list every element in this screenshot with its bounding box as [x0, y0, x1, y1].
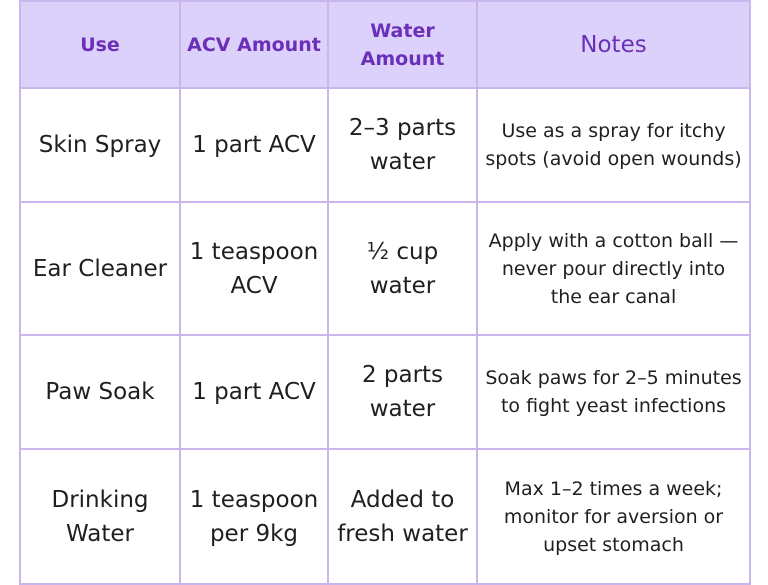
cell-notes: Apply with a cotton ball —never pour directly into the ear canal	[477, 202, 750, 335]
header-acv-amount: ACV Amount	[180, 1, 328, 88]
header-use: Use	[20, 1, 180, 88]
cell-use: Paw Soak	[20, 335, 180, 449]
cell-use: Ear Cleaner	[20, 202, 180, 335]
cell-water-amount: ½ cup water	[328, 202, 477, 335]
table-row	[20, 88, 750, 202]
cell-use: Drinking Water	[20, 449, 180, 584]
cell-use: Skin Spray	[20, 88, 180, 202]
cell-water-amount: 2–3 parts water	[328, 88, 477, 202]
cell-acv-amount: 1 teaspoon per 9kg	[180, 449, 328, 584]
cell-notes: Use as a spray for itchy spots (avoid open wounds)	[477, 88, 750, 202]
table-row	[20, 335, 750, 449]
cell-notes: Max 1–2 times a week; monitor for aversion or upset stomach	[477, 449, 750, 584]
cell-water-amount: Added to fresh water	[328, 449, 477, 584]
cell-acv-amount: 1 teaspoon ACV	[180, 202, 328, 335]
table-row	[20, 449, 750, 584]
cell-acv-amount: 1 part ACV	[180, 335, 328, 449]
cell-acv-amount: 1 part ACV	[180, 88, 328, 202]
cell-notes: Soak paws for 2–5 minutes to fight yeast infections	[477, 335, 750, 449]
table-header-row	[20, 1, 750, 88]
header-water-amount: Water Amount	[328, 1, 477, 88]
acv-usage-table	[19, 0, 751, 585]
acv-usage-table-container	[19, 0, 749, 583]
cell-water-amount: 2 parts water	[328, 335, 477, 449]
header-notes: Notes	[477, 1, 750, 88]
table-row	[20, 202, 750, 335]
